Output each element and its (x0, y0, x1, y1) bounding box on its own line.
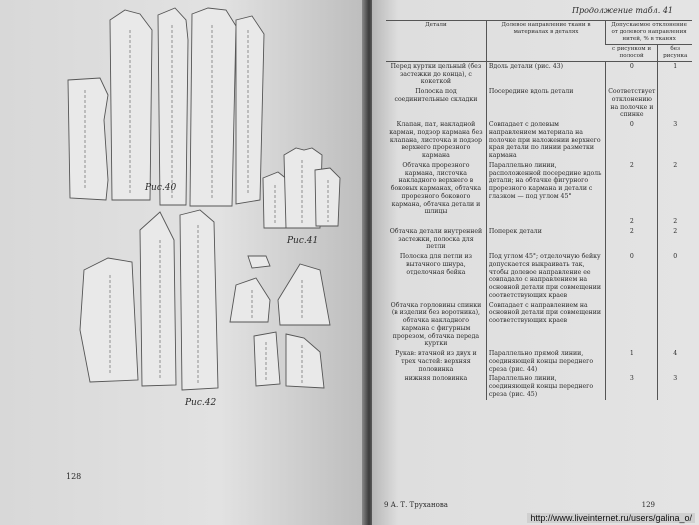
table-row (386, 349, 692, 374)
row-deviation-striped: Соответствует отклонению на полочке и спинке (606, 87, 658, 120)
table-row (386, 301, 692, 350)
author-footer: 9 А. Т. Труханова (384, 501, 448, 509)
table-row (386, 252, 692, 301)
table-row (386, 374, 692, 399)
row-deviation-striped: 3 (606, 374, 658, 399)
row-detail: Перед куртки цельный (без застежки до конца), с кокеткой (390, 62, 482, 86)
row-direction: Параллельно прямой линии, соединяющей концы переднего среза (рис. 44) (486, 349, 605, 374)
continuation-title: Продолжение табл. 41 (572, 6, 674, 15)
row-direction: Под углом 45°; отделочную бейку допускается выкраивать так, чтобы долевое направление ее совпадало с направлением на основной детали при совмещении соответствующих краев (486, 252, 605, 301)
right-page (372, 0, 699, 525)
table-row (386, 161, 692, 217)
row-direction: Посередине вдоль детали (486, 87, 605, 120)
row-direction: Параллельно линии, соединяющей концы переднего среза (рис. 45) (486, 374, 605, 399)
row-deviation-striped (606, 301, 658, 350)
row-deviation-striped: 2 (606, 227, 658, 252)
row-deviation-striped: 2 (606, 217, 658, 227)
row-direction: Совпадает с долевым направлением материала на полочке при наложении верхнего края детали по линии разметки кармана (486, 120, 605, 161)
row-direction (486, 217, 605, 227)
right-page-number: 129 (641, 501, 655, 509)
row-detail: Рукав: втачной из двух и трех частей: верхняя половинка (395, 350, 477, 373)
standards-table (386, 20, 692, 400)
row-direction: Параллельно линии, расположенной посередине вдоль детали; на обтачке фигурного прорезного кармана и детали с глазком — под углом 45° (486, 161, 605, 217)
row-direction: Совпадает с направлением на основной детали при совмещении соответствующих краев (486, 301, 605, 350)
row-detail: Полоска под соединительные складки (394, 88, 478, 103)
header-details: Детали (386, 21, 486, 62)
row-deviation-plain: 0 (658, 252, 692, 301)
header-deviation: Допускаемое отклонение от долевого направления нитей, % в тканях (606, 21, 692, 45)
table-row (386, 227, 692, 252)
table-row (386, 120, 692, 161)
header-striped: с рисунком и полосой (606, 44, 658, 61)
fig41-label: Рис.41 (287, 236, 319, 246)
row-deviation-plain: 3 (658, 374, 692, 399)
row-deviation-plain: 2 (658, 217, 692, 227)
row-deviation-striped: 0 (606, 61, 658, 87)
watermark-url[interactable]: http://www.liveinternet.ru/users/galina_o/ (527, 513, 695, 523)
row-deviation-plain: 4 (658, 349, 692, 374)
row-deviation-plain: 1 (658, 61, 692, 87)
row-detail: нижняя половинка (404, 375, 468, 383)
row-deviation-striped: 0 (606, 120, 658, 161)
row-deviation-plain: 2 (658, 227, 692, 252)
row-detail: Клапан, пат, накладной карман, подзор кармана без клапана, листочка и подзор верхнего прорезного кармана (389, 121, 483, 160)
row-detail (386, 217, 486, 227)
row-detail: Обтачка детали внутренней застежки, полоска для петли (389, 227, 483, 251)
row-detail: Полоска для петли из вытачного шнура, отделочная бейка (399, 253, 472, 276)
row-detail: Обтачка горловины спинки (в изделии без воротника), обтачка накладного кармана с фигурным прорезом, обтачка переда куртки (390, 301, 482, 348)
row-deviation-striped: 1 (606, 349, 658, 374)
row-deviation-plain (658, 87, 692, 120)
row-detail: Обтачка прорезного кармана, листочка накладного верхнего в боковых карманах, обтачка прорезного бокового кармана, обтачка детали и шлицы (390, 161, 482, 216)
row-deviation-plain (658, 301, 692, 350)
table-row (386, 87, 692, 120)
row-deviation-striped: 0 (606, 252, 658, 301)
row-deviation-striped: 2 (606, 161, 658, 217)
fig40-label: Рис.40 (145, 183, 177, 193)
table-header-row (386, 21, 692, 45)
table-row (386, 217, 692, 227)
row-direction: Вдоль детали (рис. 43) (486, 61, 605, 87)
table-body (386, 61, 692, 399)
header-direction: Долевое направление ткани в материалах в деталях (486, 21, 605, 62)
fig42-label: Рис.42 (185, 398, 217, 408)
row-deviation-plain: 2 (658, 161, 692, 217)
row-deviation-plain: 3 (658, 120, 692, 161)
header-plain: без рисунка (658, 44, 692, 61)
left-page-number: 128 (66, 472, 82, 481)
fig40-pieces (68, 8, 264, 206)
table-row (386, 61, 692, 87)
fig41-pieces (263, 148, 340, 228)
row-direction: Поперек детали (486, 227, 605, 252)
